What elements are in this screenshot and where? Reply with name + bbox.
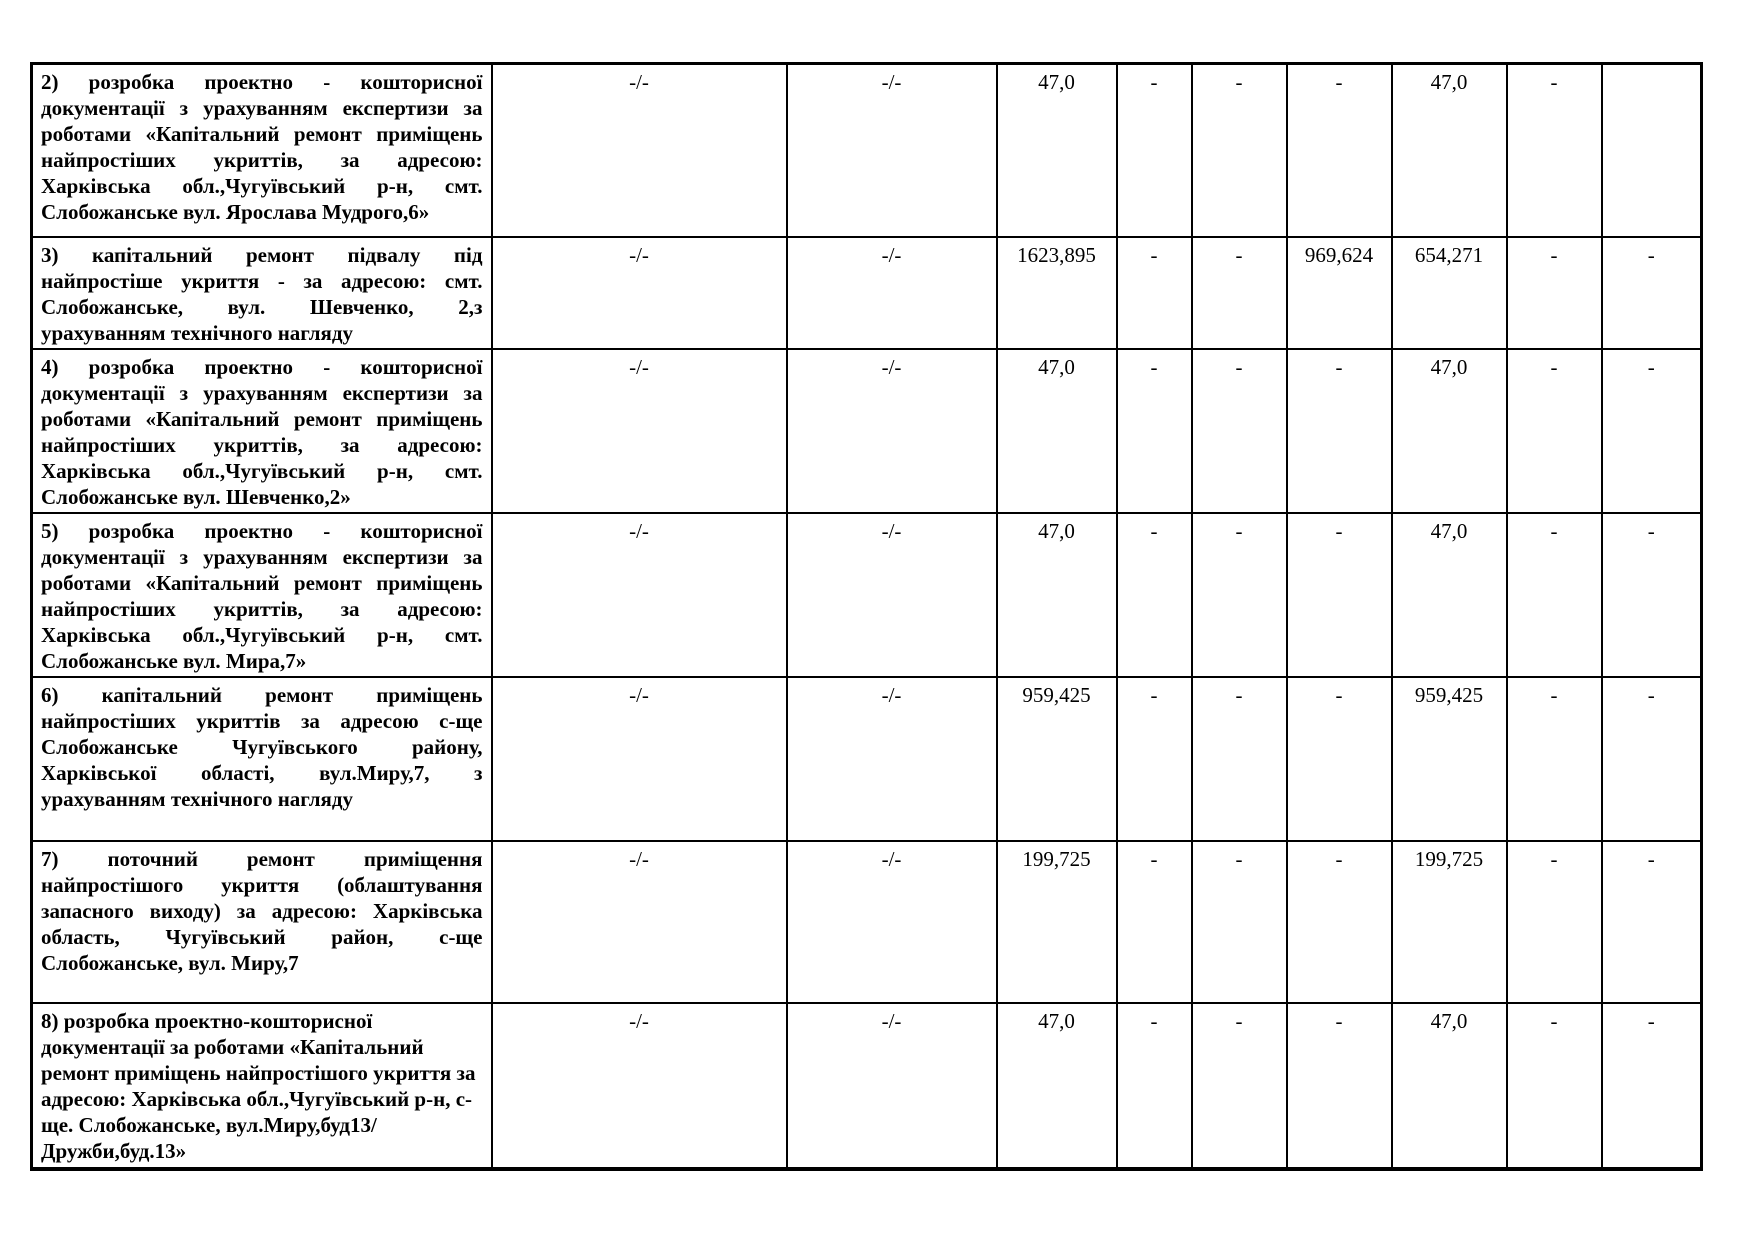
work-description-cell: 2) розробка проектно - кошторисної документації з урахуванням експертизи за роботами «Капітальний ремонт приміщень найпростіших укриттів, за адресою: Харківська обл.,Чугуївський р-н, смт. Слобожанське вул. Ярослава Мудрого,6» xyxy=(32,64,492,237)
table-row xyxy=(32,349,1702,513)
value-cell: - xyxy=(1602,1003,1702,1169)
work-description-cell: 3) капітальний ремонт підвалу під найпростіше укриття - за адресою: смт. Слобожанське, вул. Шевченко, 2,з урахуванням технічного нагляду xyxy=(32,237,492,349)
work-description-cell: 7) поточний ремонт приміщення найпростішого укриття (облаштування запасного виходу) за адресою: Харківська область, Чугуївський район, с-ще Слобожанське, вул. Миру,7 xyxy=(32,841,492,1003)
value-cell: - xyxy=(1507,237,1602,349)
work-description-cell: 4) розробка проектно - кошторисної документації з урахуванням експертизи за роботами «Капітальний ремонт приміщень найпростіших укриттів, за адресою: Харківська обл.,Чугуївський р-н, смт. Слобожанське вул. Шевченко,2» xyxy=(32,349,492,513)
value-cell: -/- xyxy=(787,1003,997,1169)
value-cell: -/- xyxy=(492,841,787,1003)
table-row xyxy=(32,237,1702,349)
value-cell: -/- xyxy=(492,349,787,513)
value-cell: -/- xyxy=(492,677,787,841)
value-cell: - xyxy=(1287,513,1392,677)
value-cell: - xyxy=(1192,513,1287,677)
table-row xyxy=(32,513,1702,677)
value-cell: 969,624 xyxy=(1287,237,1392,349)
value-cell: - xyxy=(1192,677,1287,841)
value-cell: 47,0 xyxy=(1392,349,1507,513)
value-cell: - xyxy=(1602,349,1702,513)
value-cell: - xyxy=(1117,237,1192,349)
table-row xyxy=(32,1003,1702,1169)
value-cell: - xyxy=(1507,64,1602,237)
value-cell: - xyxy=(1507,677,1602,841)
value-cell: - xyxy=(1287,677,1392,841)
value-cell: -/- xyxy=(787,237,997,349)
value-cell: - xyxy=(1192,237,1287,349)
value-cell: -/- xyxy=(787,64,997,237)
value-cell: -/- xyxy=(492,64,787,237)
value-cell: 47,0 xyxy=(997,1003,1117,1169)
value-cell: 47,0 xyxy=(997,513,1117,677)
value-cell: - xyxy=(1117,841,1192,1003)
value-cell xyxy=(1602,64,1702,237)
value-cell: - xyxy=(1287,64,1392,237)
value-cell: 47,0 xyxy=(1392,64,1507,237)
value-cell: - xyxy=(1117,349,1192,513)
works-funding-table xyxy=(30,62,1703,1171)
value-cell: -/- xyxy=(492,513,787,677)
value-cell: - xyxy=(1507,349,1602,513)
value-cell: - xyxy=(1117,513,1192,677)
value-cell: 47,0 xyxy=(1392,1003,1507,1169)
value-cell: - xyxy=(1507,1003,1602,1169)
value-cell: 199,725 xyxy=(1392,841,1507,1003)
value-cell: - xyxy=(1287,349,1392,513)
value-cell: - xyxy=(1602,237,1702,349)
value-cell: -/- xyxy=(787,841,997,1003)
value-cell: -/- xyxy=(787,349,997,513)
value-cell: 959,425 xyxy=(997,677,1117,841)
value-cell: - xyxy=(1602,677,1702,841)
value-cell: - xyxy=(1192,349,1287,513)
table-row xyxy=(32,677,1702,841)
value-cell: 47,0 xyxy=(997,349,1117,513)
value-cell: -/- xyxy=(492,1003,787,1169)
value-cell: - xyxy=(1602,513,1702,677)
value-cell: - xyxy=(1117,64,1192,237)
work-description-cell: 5) розробка проектно - кошторисної документації з урахуванням експертизи за роботами «Капітальний ремонт приміщень найпростіших укриттів, за адресою: Харківська обл.,Чугуївський р-н, смт. Слобожанське вул. Мира,7» xyxy=(32,513,492,677)
value-cell: -/- xyxy=(787,677,997,841)
work-description-cell: 8) розробка проектно-кошторисної документації за роботами «Капітальний ремонт приміщень найпростішого укриття за адресою: Харківська обл.,Чугуївський р-н, с-ще. Слобожанське, вул.Миру,буд13/Дружби,буд.13» xyxy=(32,1003,492,1169)
value-cell: 199,725 xyxy=(997,841,1117,1003)
value-cell: 654,271 xyxy=(1392,237,1507,349)
value-cell: - xyxy=(1192,1003,1287,1169)
work-description-cell: 6) капітальний ремонт приміщень найпростіших укриттів за адресою с-ще Слобожанське Чугуївського району, Харківської області, вул.Миру,7, з урахуванням технічного нагляду xyxy=(32,677,492,841)
value-cell: - xyxy=(1287,841,1392,1003)
value-cell: 47,0 xyxy=(997,64,1117,237)
value-cell: 1623,895 xyxy=(997,237,1117,349)
value-cell: - xyxy=(1192,64,1287,237)
value-cell: 47,0 xyxy=(1392,513,1507,677)
value-cell: - xyxy=(1507,841,1602,1003)
table-row xyxy=(32,841,1702,1003)
value-cell: - xyxy=(1117,677,1192,841)
value-cell: -/- xyxy=(492,237,787,349)
value-cell: - xyxy=(1507,513,1602,677)
value-cell: - xyxy=(1117,1003,1192,1169)
table-row xyxy=(32,64,1702,237)
value-cell: - xyxy=(1287,1003,1392,1169)
value-cell: - xyxy=(1192,841,1287,1003)
value-cell: 959,425 xyxy=(1392,677,1507,841)
value-cell: - xyxy=(1602,841,1702,1003)
value-cell: -/- xyxy=(787,513,997,677)
